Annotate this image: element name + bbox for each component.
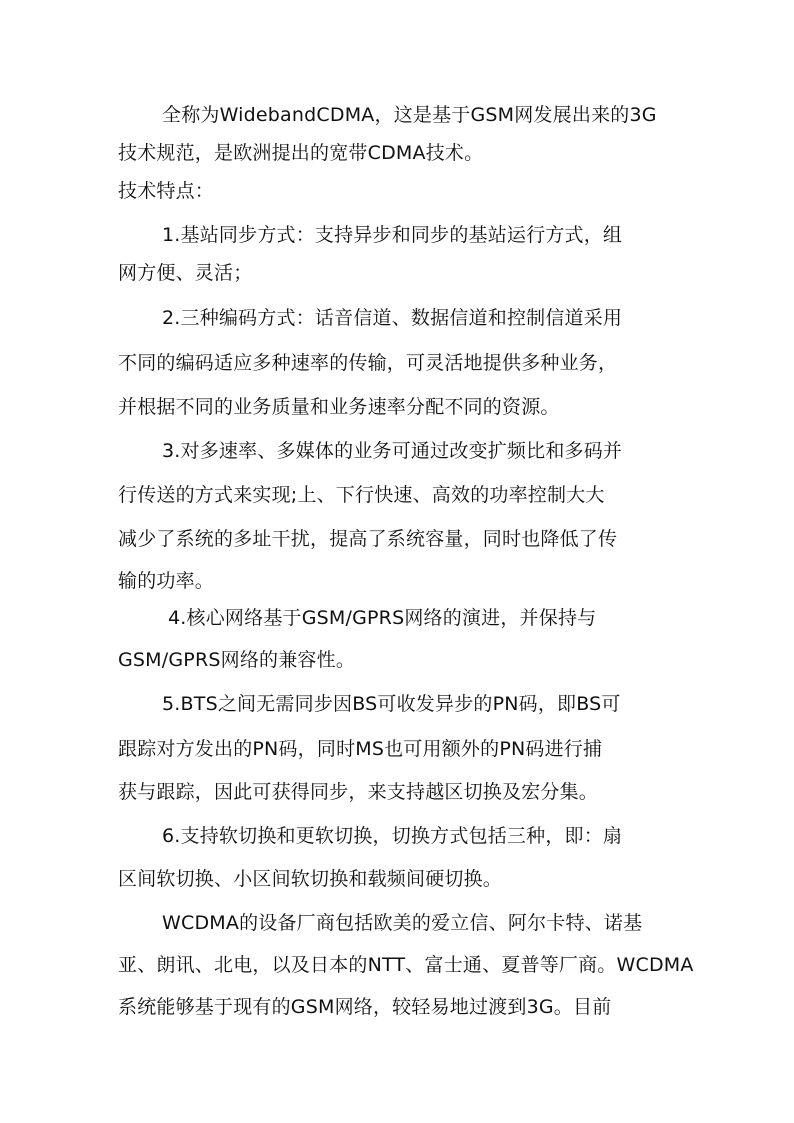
text-line: 技术特点：: [118, 180, 215, 202]
text-line: 3.对多速率、多媒体的业务可通过改变扩频比和多码并: [162, 440, 623, 462]
text-line: WCDMA的设备厂商包括欧美的爱立信、阿尔卡特、诺基: [162, 912, 643, 934]
text-line: 5.BTS之间无需同步因BS可收发异步的PN码，即BS可: [162, 693, 621, 715]
text-line: 亚、朗讯、北电，以及日本的NTT、富士通、夏普等厂商。WCDMA: [118, 954, 694, 976]
text-line: 输的功率。: [118, 570, 215, 592]
text-line: 系统能够基于现有的GSM网络，较轻易地过渡到3G。目前: [118, 996, 612, 1018]
text-line: 6.支持软切换和更软切换，切换方式包括三种，即：扇: [162, 825, 623, 847]
text-line: 网方便、灵活；: [118, 262, 253, 284]
text-line: 4.核心网络基于GSM/GPRS网络的演进，并保持与: [168, 607, 597, 629]
text-line: 行传送的方式来实现;上、下行快速、高效的功率控制大大: [118, 484, 605, 506]
text-line: 全称为WidebandCDMA，这是基于GSM网发展出来的3G: [162, 104, 657, 126]
text-line: 并根据不同的业务质量和业务速率分配不同的资源。: [118, 396, 560, 418]
text-line: 不同的编码适应多种速率的传输，可灵活地提供多种业务，: [118, 352, 618, 374]
text-line: 2.三种编码方式：话音信道、数据信道和控制信道采用: [162, 307, 623, 329]
text-line: 1.基站同步方式：支持异步和同步的基站运行方式，组: [162, 224, 623, 246]
text-line: 减少了系统的多址干扰，提高了系统容量，同时也降低了传: [118, 528, 618, 550]
text-line: GSM/GPRS网络的兼容性。: [118, 649, 356, 671]
text-line: 技术规范，是欧洲提出的宽带CDMA技术。: [118, 142, 484, 164]
text-line: 区间软切换、小区间软切换和载频间硬切换。: [118, 868, 503, 890]
text-line: 获与跟踪，因此可获得同步，来支持越区切换及宏分集。: [118, 781, 599, 803]
text-line: 跟踪对方发出的PN码，同时MS也可用额外的PN码进行捕: [118, 738, 603, 760]
